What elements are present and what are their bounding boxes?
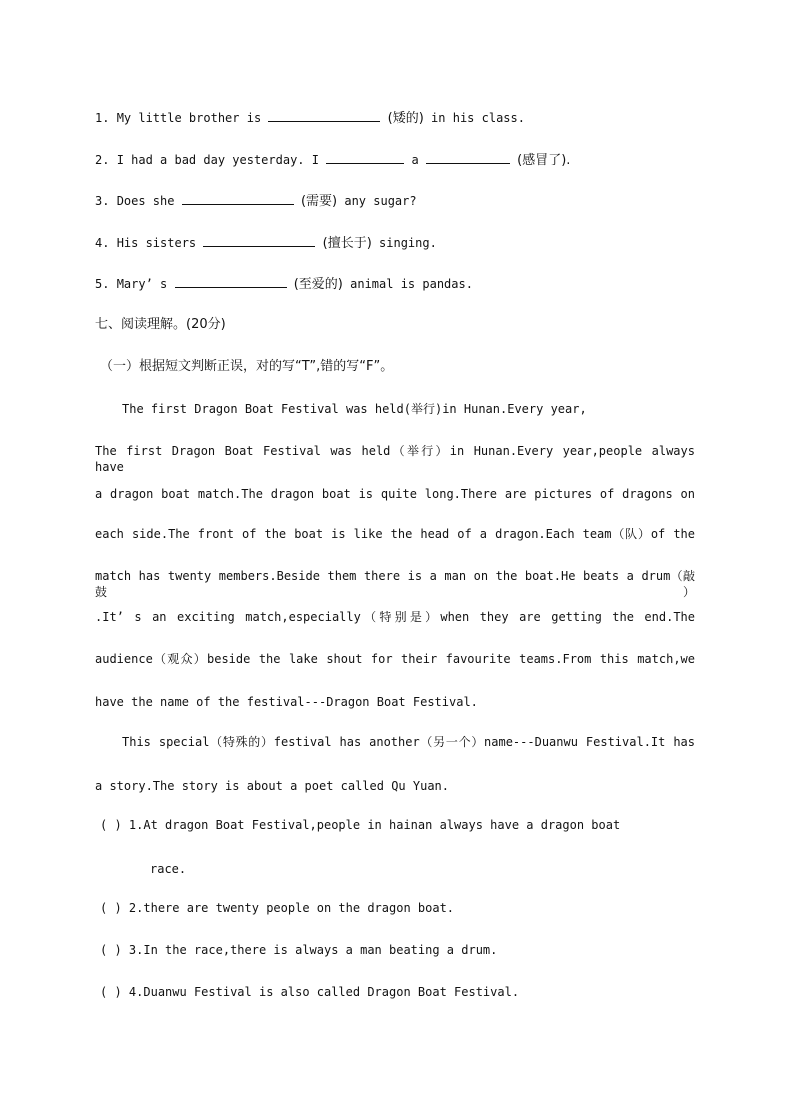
question-1-continuation: race. bbox=[150, 862, 187, 876]
fill-in-item-2 bbox=[95, 152, 570, 169]
answer-blank[interactable] bbox=[182, 193, 294, 205]
passage-line: have the name of the festival---Dragon Boat Festival. bbox=[95, 695, 478, 709]
item-text-before: His sisters bbox=[116, 236, 197, 250]
chinese-hint: (感冒了). bbox=[517, 153, 571, 168]
item-text-mid: a bbox=[411, 153, 419, 167]
section-title: 七、阅读理解。(20分) bbox=[95, 317, 226, 332]
item-text-after: in his class. bbox=[431, 111, 525, 125]
item-number: 1. bbox=[95, 111, 110, 125]
item-number: 5. bbox=[95, 277, 110, 291]
answer-blank[interactable] bbox=[175, 276, 287, 288]
passage-line: .It’ s an exciting match,especially（特别是）when they are getting the end.The bbox=[95, 610, 695, 624]
answer-bracket[interactable]: ( ) bbox=[100, 943, 122, 957]
passage-line: match has twenty members.Beside them there is a man on the boat.He beats a drum（敲鼓） bbox=[95, 569, 695, 599]
question-text: 1.At dragon Boat Festival,people in hainan always have a dragon boat bbox=[128, 818, 621, 832]
passage-line: each side.The front of the boat is like the head of a dragon.Each team（队）of the bbox=[95, 527, 695, 541]
item-text-after: animal is pandas. bbox=[350, 277, 473, 291]
answer-bracket[interactable]: ( ) bbox=[100, 985, 122, 999]
item-number: 4. bbox=[95, 236, 110, 250]
fill-in-item-5 bbox=[95, 276, 473, 293]
passage-line: The first Dragon Boat Festival was held（举行）in Hunan.Every year,people always have bbox=[95, 444, 695, 474]
answer-bracket[interactable]: ( ) bbox=[100, 818, 122, 832]
chinese-hint: (至爱的) bbox=[293, 277, 343, 292]
item-text-before: I had a bad day yesterday. I bbox=[116, 153, 319, 167]
passage-line: a story.The story is about a poet called Qu Yuan. bbox=[95, 779, 450, 793]
question-2 bbox=[100, 900, 454, 916]
passage-line: a dragon boat match.The dragon boat is quite long.There are pictures of dragons on bbox=[95, 487, 695, 501]
question-1 bbox=[100, 817, 620, 833]
item-text-after: any sugar? bbox=[344, 194, 417, 208]
answer-blank[interactable] bbox=[326, 152, 404, 164]
question-3 bbox=[100, 942, 497, 958]
chinese-hint: (需要) bbox=[300, 194, 338, 209]
sub-title: （一）根据短文判断正误，对的写“T”,错的写“F”。 bbox=[100, 359, 394, 374]
passage-line: This special（特殊的）festival has another（另一个）name---Duanwu Festival.It has bbox=[122, 735, 695, 749]
item-number: 2. bbox=[95, 153, 110, 167]
item-number: 3. bbox=[95, 194, 110, 208]
fill-in-item-1 bbox=[95, 110, 525, 127]
chinese-hint: (矮的) bbox=[387, 111, 424, 126]
passage-duplicate-line: The first Dragon Boat Festival was held(举行)in Hunan.Every year, bbox=[122, 402, 587, 416]
answer-blank[interactable] bbox=[268, 110, 380, 122]
item-text-before: Mary’ s bbox=[116, 277, 168, 291]
question-text: 3.In the race,there is always a man beating a drum. bbox=[128, 943, 498, 957]
item-text-after: singing. bbox=[379, 236, 437, 250]
answer-bracket[interactable]: ( ) bbox=[100, 901, 122, 915]
question-4 bbox=[100, 984, 519, 1000]
fill-in-item-3 bbox=[95, 193, 417, 210]
question-text: 4.Duanwu Festival is also called Dragon Boat Festival. bbox=[128, 985, 520, 999]
chinese-hint: (擅长于) bbox=[322, 236, 372, 251]
fill-in-item-4 bbox=[95, 235, 437, 252]
answer-blank[interactable] bbox=[203, 235, 315, 247]
question-text: 2.there are twenty people on the dragon boat. bbox=[128, 901, 455, 915]
item-text-before: Does she bbox=[116, 194, 175, 208]
passage-line: audience（观众）beside the lake shout for their favourite teams.From this match,we bbox=[95, 652, 695, 666]
item-text-before: My little brother is bbox=[116, 111, 262, 125]
answer-blank[interactable] bbox=[426, 152, 510, 164]
